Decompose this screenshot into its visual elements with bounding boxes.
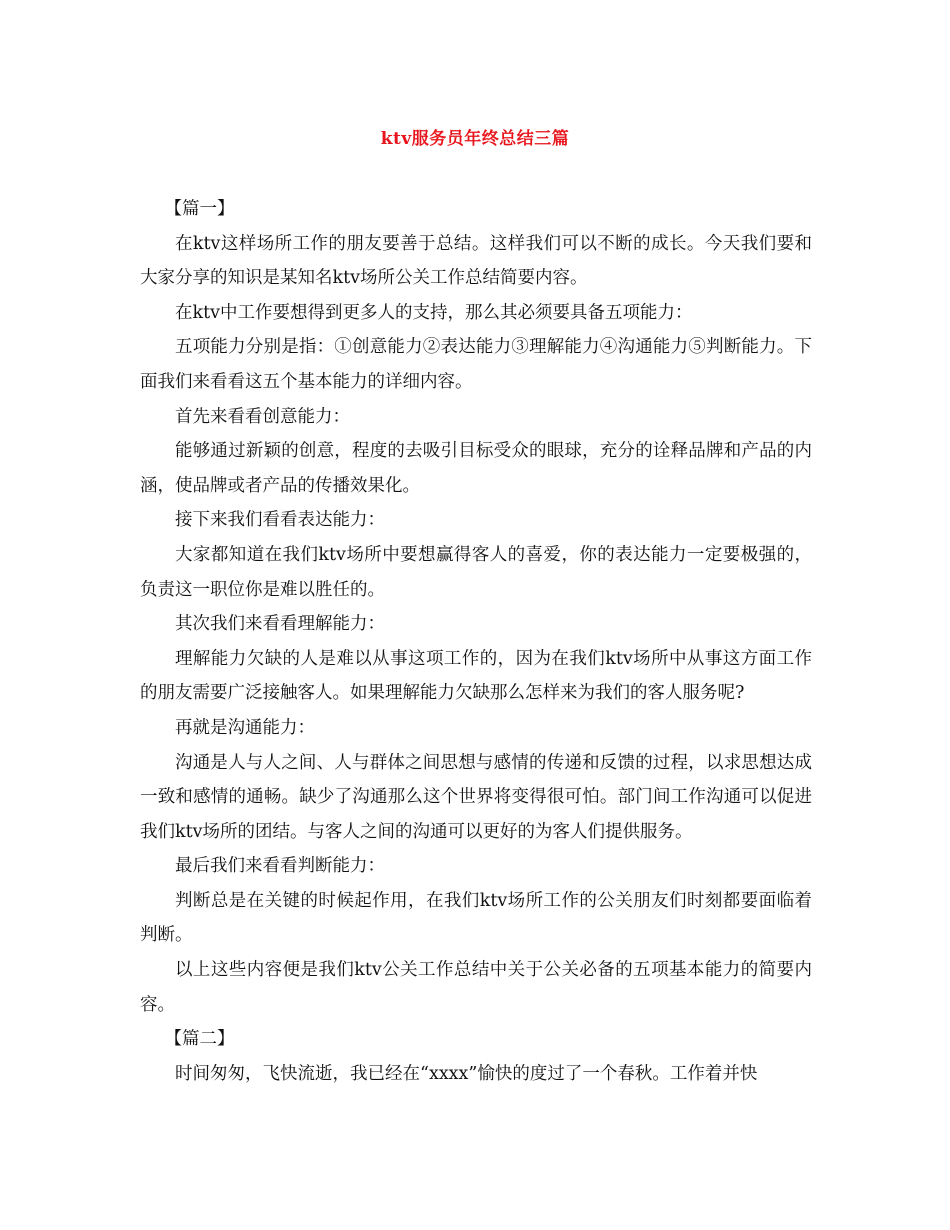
document-title: ktv服务员年终总结三篇 xyxy=(380,129,570,149)
paragraph: 五项能力分别是指：①创意能力②表达能力③理解能力④沟通能力⑤判断能力。下面我们来看看这五个基本能力的详细内容。 xyxy=(140,337,812,392)
paragraph: 在ktv中工作要想得到更多人的支持，那么其必须要具备五项能力： xyxy=(175,302,693,323)
section-heading-2: 【篇二】 xyxy=(164,1029,235,1050)
paragraph: 理解能力欠缺的人是难以从事这项工作的，因为在我们ktv场所中从事这方面工作的朋友需要广泛接触客人。如果理解能力欠缺那么怎样来为我们的客人服务呢? xyxy=(140,648,812,704)
paragraph: 大家都知道在我们ktv场所中要想赢得客人的喜爱，你的表达能力一定要极强的，负责这一职位你是难以胜任的。 xyxy=(140,544,812,600)
paragraph: 最后我们来看看判断能力： xyxy=(175,856,385,877)
section-heading-1: 【篇一】 xyxy=(164,199,235,219)
paragraph: 能够通过新颖的创意，程度的去吸引目标受众的眼球，充分的诠释品牌和产品的内涵，使品牌或者产品的传播效果化。 xyxy=(140,441,812,496)
paragraph: 时间匆匆，飞快流逝，我已经在“xxxx”愉快的度过了一个春秋。工作着并快 xyxy=(175,1063,758,1084)
paragraph: 其次我们来看看理解能力： xyxy=(175,614,385,635)
paragraph: 首先来看看创意能力： xyxy=(175,406,350,427)
paragraph: 沟通是人与人之间、人与群体之间思想与感情的传递和反馈的过程，以求思想达成一致和感情的通畅。缺少了沟通那么这个世界将变得很可怕。部门间工作沟通可以促进我们ktv场所的团结。与客人之间的沟通可以更好的为客人们提供服务。 xyxy=(140,752,812,842)
paragraph: 接下来我们看看表达能力： xyxy=(175,510,385,531)
paragraph: 再就是沟通能力： xyxy=(175,717,315,738)
paragraph: 判断总是在关键的时候起作用，在我们ktv场所工作的公关朋友们时刻都要面临着判断。 xyxy=(140,890,812,946)
document-body xyxy=(140,192,812,1091)
paragraph: 在ktv这样场所工作的朋友要善于总结。这样我们可以不断的成长。今天我们要和大家分享的知识是某知名ktv场所公关工作总结简要内容。 xyxy=(140,233,812,289)
paragraph: 以上这些内容便是我们ktv公关工作总结中关于公关必备的五项基本能力的简要内容。 xyxy=(140,960,812,1015)
